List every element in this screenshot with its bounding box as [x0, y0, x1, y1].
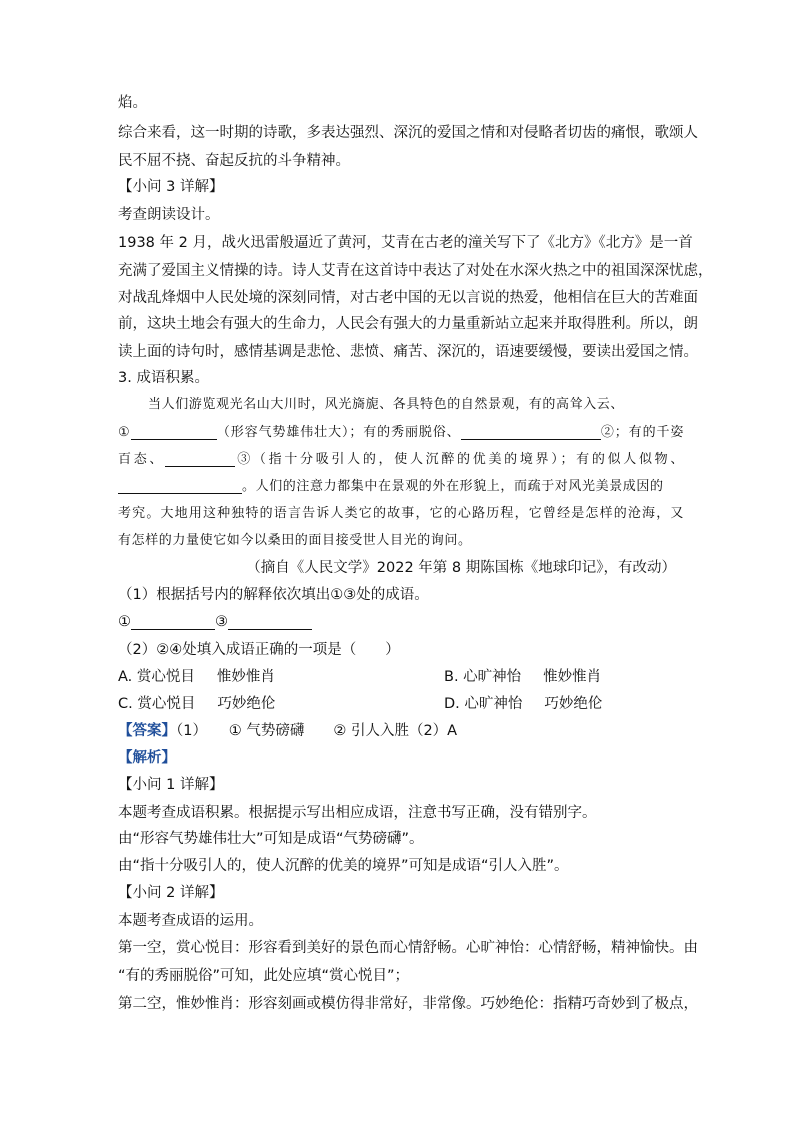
text-line: 读上面的诗句时，感情基调是悲怆、悲愤、痛苦、深沉的，语速要缓慢，要读出爱国之情。 — [118, 344, 698, 360]
text-line: 1938 年 2 月，战火迅雷般逼近了黄河，艾青在古老的潼关写下了《北方》《北方》是一首 — [118, 235, 693, 251]
passage-text: ③（指十分吸引人的，使人沉醉的优美的境界）；有的似人似物、 — [235, 452, 684, 467]
blank-marker: ③ — [215, 614, 228, 630]
option-word: 惟妙惟肖 — [543, 669, 602, 685]
passage-text: 百态、 — [118, 452, 166, 467]
option-letter: D. — [444, 696, 460, 712]
answer-text: （1） ① 气势磅礴 ② 引人入胜（2）A — [176, 723, 458, 739]
fill-blank — [461, 421, 601, 440]
option-word: 心旷神怡 — [464, 696, 523, 712]
fill-blank — [228, 611, 312, 630]
option-letter: B. — [444, 669, 459, 685]
fill-blank — [118, 475, 242, 494]
passage-text: （形容气势雄伟壮大）；有的秀丽脱俗、 — [216, 425, 461, 440]
text-line: 由“指十分吸引人的，使人沉醉的优美的境界”可知是成语“引人入胜”。 — [118, 858, 569, 874]
fill-blank — [131, 421, 217, 440]
passage-source: （摘自《人民文学》2022 年第 8 期陈国栋《地球印记》，有改动） — [246, 560, 676, 576]
blank-marker: ① — [118, 425, 131, 440]
passage-line — [118, 420, 684, 446]
text-line: 本题考查成语的运用。 — [118, 913, 263, 929]
text-line: 本题考查成语积累。根据提示写出相应成语，注意书写正确，没有错别字。 — [118, 805, 597, 821]
option-word: 赏心悦目 — [137, 696, 196, 712]
section-heading: 【小问 3 详解】 — [118, 179, 224, 195]
option-word: 巧妙绝伦 — [544, 696, 603, 712]
analysis-tag: 【解析】 — [118, 750, 176, 766]
option-b — [444, 664, 601, 690]
answer-tag: 【答案】 — [118, 723, 176, 739]
blank-marker: ① — [118, 614, 131, 630]
question-text: （2）②④处填入成语正确的一项是（ ） — [118, 642, 400, 658]
option-a — [118, 664, 275, 690]
option-word: 惟妙惟肖 — [216, 669, 275, 685]
passage-text: 。人们的注意力都集中在景观的外在形貌上，而疏于对风光美景成因的 — [242, 479, 664, 494]
text-line: 民不屈不挠、奋起反抗的斗争精神。 — [118, 153, 350, 169]
question-text: （1）根据括号内的解释依次填出①③处的成语。 — [118, 587, 429, 603]
text-line: 综合来看，这一时期的诗歌，多表达强烈、深沉的爱国之情和对侵略者切齿的痛恨，歌颂人 — [118, 125, 698, 141]
text-line: 第二空，惟妙惟肖：形容刻画或模仿得非常好，非常像。巧妙绝伦：指精巧奇妙到了极点， — [118, 996, 698, 1012]
passage-line: 考究。大地用这种独特的语言告诉人类它的故事，它的心路历程，它曾经是怎样的沧海，又 — [118, 506, 684, 521]
text-line: “有的秀丽脱俗”可知，此处应填“赏心悦目”； — [118, 968, 410, 984]
analysis-line — [118, 745, 684, 771]
text-line: 前，这块土地会有强大的生命力，人民会有强大的力量重新站立起来并取得胜利。所以，朗 — [118, 316, 698, 332]
question-title: 3. 成语积累。 — [118, 370, 209, 386]
passage-line — [118, 447, 684, 473]
fill-blank — [165, 448, 235, 467]
option-word: 心旷神怡 — [463, 669, 522, 685]
text-line: 焰。 — [118, 95, 147, 111]
answer-line — [118, 718, 684, 744]
option-letter: C. — [118, 696, 133, 712]
option-word: 巧妙绝伦 — [217, 696, 276, 712]
passage-line: 有怎样的力量使它如今以桑田的面目接受世人目光的询问。 — [118, 533, 472, 548]
text-line: 第一空，赏心悦目：形容看到美好的景色而心情舒畅。心旷神怡：心情舒畅，精神愉快。由 — [118, 940, 698, 956]
text-line: 对战乱烽烟中人民处境的深刻同情，对古老中国的无以言说的热爱，他相信在巨大的苦难面 — [118, 290, 698, 306]
option-c — [118, 691, 275, 717]
answer-blanks-line — [118, 609, 684, 635]
passage-line — [118, 474, 684, 500]
section-heading: 【小问 1 详解】 — [118, 777, 224, 793]
section-heading: 【小问 2 详解】 — [118, 885, 224, 901]
passage-text: ②；有的千姿 — [600, 425, 684, 440]
option-word: 赏心悦目 — [136, 669, 195, 685]
passage-line: 当人们游览观光名山大川时，风光旖旎、各具特色的自然景观，有的高耸入云、 — [148, 397, 625, 412]
text-line: 充满了爱国主义情操的诗。诗人艾青在这首诗中表达了对处在水深火热之中的祖国深深忧虑， — [118, 263, 713, 279]
option-d — [444, 691, 602, 717]
text-line: 由“形容气势雄伟壮大”可知是成语“气势磅礴”。 — [118, 831, 424, 847]
option-letter: A. — [118, 669, 133, 685]
text-line: 考查朗读设计。 — [118, 207, 220, 223]
fill-blank — [131, 611, 215, 630]
